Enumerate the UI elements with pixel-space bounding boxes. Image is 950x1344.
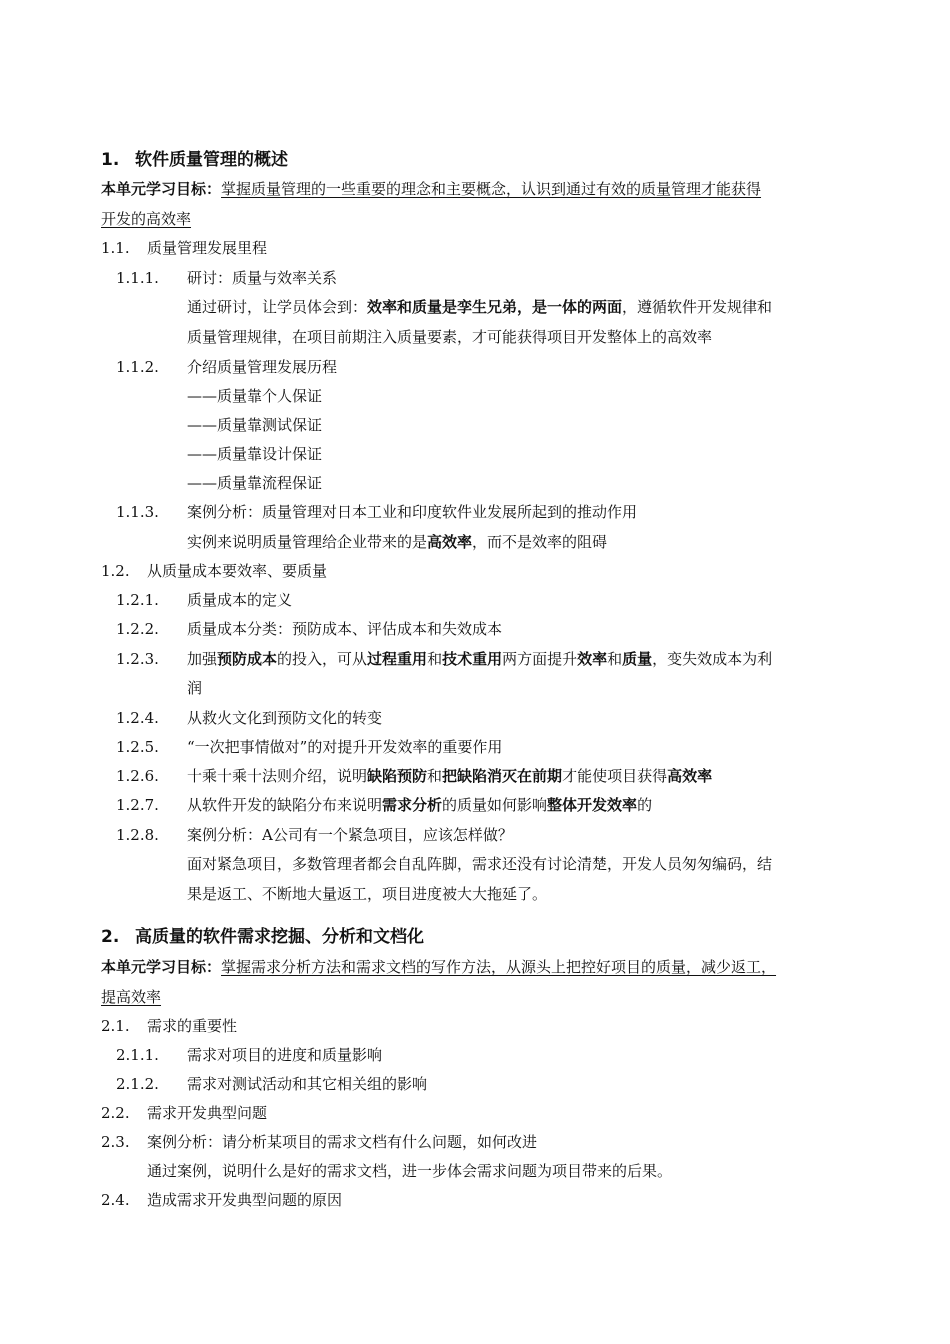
item-number: 2.1.2. xyxy=(116,1075,159,1093)
item-label: 研讨：质量与效率关系 xyxy=(187,269,338,287)
text-run: 十乘十乘十法则介绍，说明 xyxy=(187,767,368,785)
item-label: “一次把事情做对”的对提升开发效率的重要作用 xyxy=(187,738,503,756)
subsection-number: 2.3. xyxy=(101,1133,130,1151)
item-1-1-1-para-2: 质量管理规律，在项目前期注入质量要素，才可能获得项目开发整体上的高效率 xyxy=(187,328,713,346)
text-run: 才能使项目获得 xyxy=(562,767,668,785)
dash-item: ——质量靠个人保证 xyxy=(187,387,323,405)
item-1-2-7 xyxy=(116,795,652,815)
subsection-number: 2.2. xyxy=(101,1104,130,1122)
dash-item: ——质量靠测试保证 xyxy=(187,416,323,434)
item-1-1-3-para xyxy=(187,532,607,552)
item-label: 需求对测试活动和其它相关组的影响 xyxy=(187,1075,428,1093)
section-2-title: 高质量的软件需求挖掘、分析和文档化 xyxy=(135,927,424,947)
goal-label: 本单元学习目标： xyxy=(101,958,222,976)
bold-run: 技术重用 xyxy=(442,650,503,668)
item-label: 介绍质量管理发展历程 xyxy=(187,358,338,376)
item-1-2-3 xyxy=(116,649,772,669)
item-1-2-6 xyxy=(116,766,712,786)
item-1-2-3-cont: 润 xyxy=(187,679,203,697)
item-number: 1.2.6. xyxy=(116,767,159,785)
item-label: 案例分析：质量管理对日本工业和印度软件业发展所起到的推动作用 xyxy=(187,503,638,521)
text-run: 两方面提升 xyxy=(502,650,578,668)
item-1-2-1 xyxy=(116,590,292,610)
text-run: ，而不是效率的阻碍 xyxy=(472,533,608,551)
item-number: 1.2.2. xyxy=(116,620,159,638)
subsection-number: 1.2. xyxy=(101,562,130,580)
bold-run: 把缺陷消灭在前期 xyxy=(442,767,563,785)
bold-run: 质量 xyxy=(622,650,653,668)
item-1-2-5 xyxy=(116,737,502,757)
item-1-1-2 xyxy=(116,357,337,377)
subsection-2-3 xyxy=(101,1132,537,1152)
subsection-number: 1.1. xyxy=(101,239,130,257)
subsection-label: 案例分析：请分析某项目的需求文档有什么问题，如何改进 xyxy=(147,1133,538,1151)
bold-run: 高效率 xyxy=(427,533,473,551)
section-2-goal-cont: 提高效率 xyxy=(101,988,162,1006)
section-1-goal-cont: 开发的高效率 xyxy=(101,210,192,228)
subsection-1-1 xyxy=(101,238,267,258)
bold-run: 高效率 xyxy=(667,767,713,785)
dash-item: ——质量靠设计保证 xyxy=(187,445,323,463)
item-1-2-2 xyxy=(116,619,502,639)
text-run: 从软件开发的缺陷分布来说明 xyxy=(187,796,383,814)
subsection-2-1 xyxy=(101,1016,237,1036)
subsection-label: 从质量成本要效率、要质量 xyxy=(147,562,328,580)
item-label: 质量成本分类：预防成本、评估成本和失效成本 xyxy=(187,620,503,638)
item-label: 质量成本的定义 xyxy=(187,591,293,609)
text-run: 的投入，可从 xyxy=(277,650,368,668)
item-number: 1.2.7. xyxy=(116,796,159,814)
text-run: 和 xyxy=(607,650,623,668)
item-number: 1.2.8. xyxy=(116,826,159,844)
section-2-goal xyxy=(101,957,776,977)
bold-run: 需求分析 xyxy=(382,796,443,814)
item-1-1-1 xyxy=(116,268,337,288)
text-run: 加强 xyxy=(187,650,218,668)
bold-run: 缺陷预防 xyxy=(367,767,428,785)
item-number: 1.1.2. xyxy=(116,358,159,376)
section-1-number: 1. xyxy=(101,150,120,170)
bold-run: 预防成本 xyxy=(217,650,278,668)
item-number: 1.2.5. xyxy=(116,738,159,756)
item-1-2-8-para-1: 面对紧急项目，多数管理者都会自乱阵脚，需求还没有讨论清楚，开发人员匆匆编码，结 xyxy=(187,855,773,873)
section-1-heading xyxy=(101,150,288,170)
dash-item: ——质量靠流程保证 xyxy=(187,474,323,492)
item-number: 1.2.1. xyxy=(116,591,159,609)
bold-run: 效率 xyxy=(577,650,608,668)
bold-run: 过程重用 xyxy=(367,650,428,668)
subsection-number: 2.1. xyxy=(101,1017,130,1035)
item-1-1-1-para-1 xyxy=(187,297,772,317)
subsection-2-3-para: 通过案例，说明什么是好的需求文档，进一步体会需求问题为项目带来的后果。 xyxy=(147,1162,673,1180)
text-run: 通过研讨，让学员体会到： xyxy=(187,298,368,316)
subsection-label: 需求开发典型问题 xyxy=(147,1104,268,1122)
text-run: 和 xyxy=(427,650,443,668)
goal-text: 掌握质量管理的一些重要的理念和主要概念，认识到通过有效的质量管理才能获得 xyxy=(221,180,762,198)
subsection-label: 质量管理发展里程 xyxy=(147,239,268,257)
goal-label: 本单元学习目标： xyxy=(101,180,222,198)
bold-run: 效率和质量是孪生兄弟，是一体的两面 xyxy=(367,298,623,316)
item-number: 1.2.3. xyxy=(116,650,159,668)
subsection-2-4 xyxy=(101,1190,342,1210)
item-1-2-8 xyxy=(116,825,513,845)
text-run: 和 xyxy=(427,767,443,785)
section-2-heading xyxy=(101,927,424,947)
text-run: 的质量如何影响 xyxy=(442,796,548,814)
subsection-1-2 xyxy=(101,561,327,581)
item-2-1-2 xyxy=(116,1074,427,1094)
item-label: 从救火文化到预防文化的转变 xyxy=(187,709,383,727)
item-label: 案例分析：A公司有一个紧急项目，应该怎样做？ xyxy=(187,826,513,844)
text-run: ，遵循软件开发规律和 xyxy=(622,298,773,316)
subsection-number: 2.4. xyxy=(101,1191,130,1209)
item-number: 1.1.1. xyxy=(116,269,159,287)
section-1-goal xyxy=(101,179,761,199)
subsection-label: 需求的重要性 xyxy=(147,1017,238,1035)
text-run: 的 xyxy=(637,796,653,814)
item-2-1-1 xyxy=(116,1045,382,1065)
subsection-label: 造成需求开发典型问题的原因 xyxy=(147,1191,343,1209)
item-1-2-8-para-2: 果是返工、不断地大量返工，项目进度被大大拖延了。 xyxy=(187,885,548,903)
goal-text: 掌握需求分析方法和需求文档的写作方法，从源头上把控好项目的质量，减少返工， xyxy=(221,958,777,976)
item-1-1-3 xyxy=(116,502,637,522)
item-number: 2.1.1. xyxy=(116,1046,159,1064)
item-number: 1.2.4. xyxy=(116,709,159,727)
item-label: 需求对项目的进度和质量影响 xyxy=(187,1046,383,1064)
text-run: 实例来说明质量管理给企业带来的是 xyxy=(187,533,428,551)
item-number: 1.1.3. xyxy=(116,503,159,521)
section-2-number: 2. xyxy=(101,927,120,947)
bold-run: 整体开发效率 xyxy=(547,796,638,814)
section-1-title: 软件质量管理的概述 xyxy=(135,150,288,170)
item-1-2-4 xyxy=(116,708,382,728)
text-run: ，变失效成本为利 xyxy=(652,650,773,668)
subsection-2-2 xyxy=(101,1103,267,1123)
